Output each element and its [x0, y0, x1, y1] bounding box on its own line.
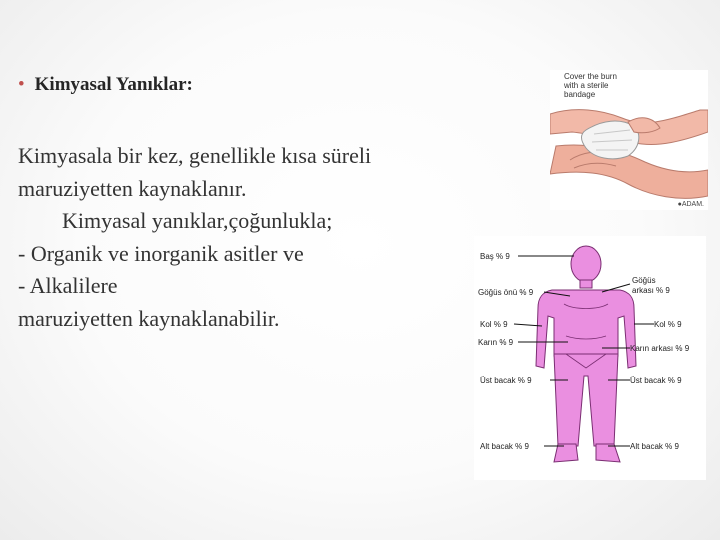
image-caption: Cover the burn with a sterile bandage: [564, 72, 617, 99]
body-burn-percentage-diagram: [474, 236, 706, 480]
label-back-chest-line2: arkası % 9: [632, 286, 670, 295]
label-back-chest-line1: Göğüs: [632, 276, 656, 285]
label-arm-left: Kol % 9: [480, 320, 508, 329]
label-lower-leg-right: Alt bacak % 9: [630, 442, 679, 451]
label-upper-leg-left: Üst bacak % 9: [480, 376, 532, 385]
heading-text: Kimyasal Yanıklar:: [34, 74, 193, 95]
bullet-marker: •: [18, 74, 25, 95]
slide-heading: [18, 74, 193, 96]
label-abdomen: Karın % 9: [478, 338, 514, 347]
image-credit: ●ADAM.: [677, 201, 704, 208]
body-line: maruziyetten kaynaklanır.: [18, 175, 247, 201]
label-head: Baş % 9: [480, 252, 510, 261]
body-line: Kimyasal yanıklar,çoğunlukla;: [62, 208, 333, 233]
label-chest-front: Göğüs önü % 9: [478, 288, 534, 297]
body-line: maruziyetten kaynaklanabilir.: [18, 305, 280, 331]
slide-body: [18, 140, 371, 335]
body-line: - Organik ve inorganik asitler ve: [18, 240, 304, 266]
label-arm-right: Kol % 9: [654, 320, 682, 329]
bandaged-hand-image: [550, 70, 708, 210]
body-line: - Alkalilere: [18, 273, 118, 298]
label-lower-leg-left: Alt bacak % 9: [480, 442, 529, 451]
body-line: Kimyasala bir kez, genellikle kısa süreli: [18, 143, 372, 168]
label-upper-leg-right: Üst bacak % 9: [630, 376, 682, 385]
label-back-abdomen: Karın arkası % 9: [630, 344, 690, 353]
